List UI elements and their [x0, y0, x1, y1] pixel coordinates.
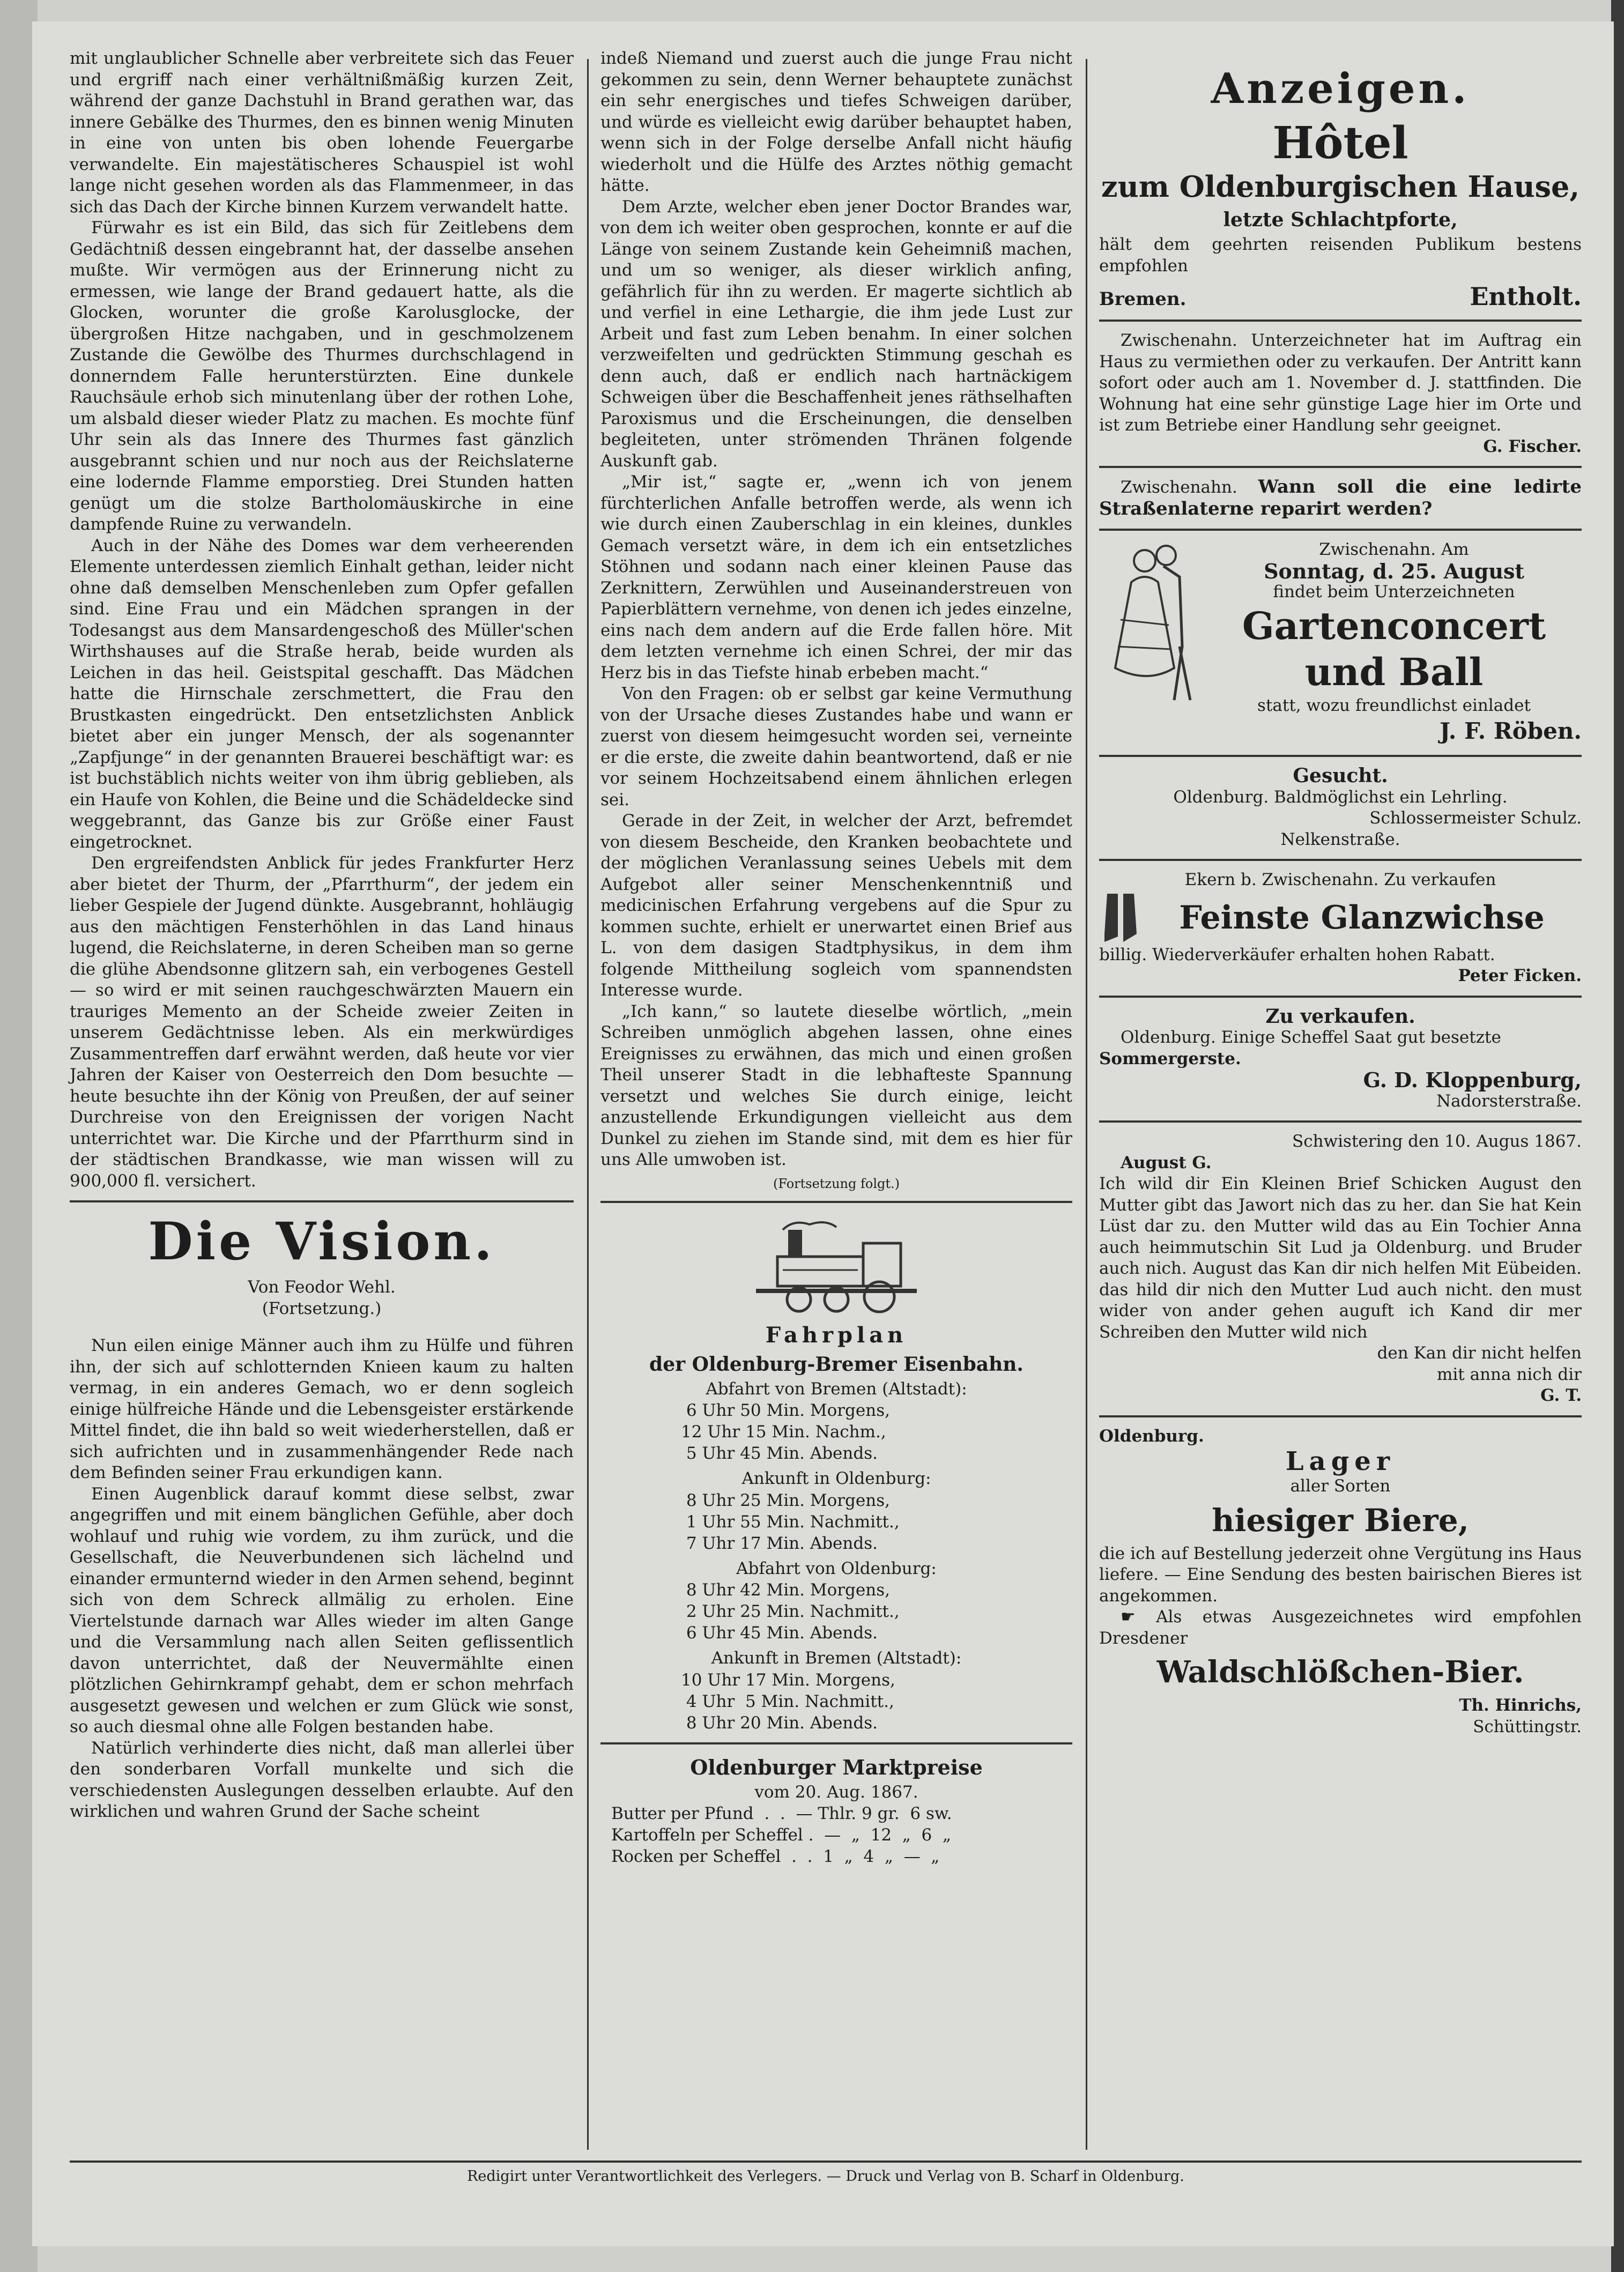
bier-street: Schüttingstr.	[1473, 1717, 1582, 1736]
hotel-footer	[1099, 282, 1582, 311]
column-1	[70, 48, 574, 1823]
brief-close-1: den Kan dir nicht helfen	[1377, 1343, 1582, 1363]
column-3	[1099, 48, 1582, 1738]
article-paragraph: Gerade in der Zeit, in welcher der Arzt, befremdet von diesem Bescheide, den Kranken beobachtete und der möglichen Veranlassung seines Uebels mit dem Aufgebot aller seiner Menschenkenntniß und medicinischen Erfahrung vergebens auf die Spur zu kommen suchte, erhielt er unerwartet einen Brief aus L. von dem dasigen Stadtphysikus, in dem ihm folgende Mittheilung sogleich vom spannendsten Interesse wurde.	[600, 811, 1072, 1000]
brief-date: Schwistering den 10. Augus 1867.	[1292, 1132, 1582, 1151]
vision-paragraph: Einen Augenblick darauf kommt diese selbst, zwar angegriffen und mit einem bänglichen Gefühle, aber doch wohlauf und ruhig wie vordem, zu ihm zurück, und die Gesellschaft, die Neuverbundenen sich lächelnd und einander ermunternd wieder in den Armen sehend, beginnt sich von dem Schreck allmälig zu erholen. Eine Viertelstunde darnach war Alles wieder im alten Gange und die Versammlung nach allen Seiten geflissentlich davon unterrichtet, daß der Neuvermählte einen plötzlichen Gehirnkrampf gehabt, dem er schon mehrfach ausgesetzt gewesen und welchen er zum Glück wie sonst, so auch diesmal ohne alle Folgen bestanden habe.	[70, 1484, 574, 1736]
article-paragraph: „Ich kann,“ so lautete dieselbe wörtlich, „mein Schreiben unmöglich abgehen lassen, ohne eines Ereignisses zu erwähnen, das mich und einen großen Theil unserer Stadt in die lebhafteste Spannung versetzt und welches Sie durch einige, leicht anzustellende Erkundigungen vielleicht aus dem Dunkel zu ziehen im Stande sind, mit dem es hier für uns Alle umwoben ist.	[600, 1001, 1072, 1169]
ad-divider	[1099, 529, 1582, 531]
ad-divider	[1099, 1120, 1582, 1123]
gesucht-title: Gesucht.	[1293, 764, 1388, 787]
timetable-head: Abfahrt von Bremen (Altstadt):	[706, 1379, 967, 1399]
article-paragraph: Auch in der Nähe des Domes war dem verheerenden Elemente unterdessen ziemlich Einhalt gethan, leider nicht ohne daß demselben Menschenleben zum Opfer gefallen sind. Eine Frau und ein Mädchen sprangen in der Todesangst aus dem Mansardengeschoß des Müller'schen Wirthshauses auf die Straße herab, beide wurden als Leichen in das heil. Geistspital geschafft. Das Mädchen hatte die Hirnschale zerschmettert, die Frau den Brustkasten eingedrückt. Den entsetzlichsten Anblick bietet aber ein junger Mensch, der als sogenannter „Zapfjunge“ in der genannten Brauerei beschäftigt war: es ist buchstäblich nichts weiter von ihm übrig geblieben, als ein Haufe von Kohlen, die Beine und die Schädeldecke sind weggebrannt, das Ganze bis zur Größe einer Faust eingetrocknet.	[70, 536, 574, 852]
verkaufen-title: Zu verkaufen.	[1265, 1005, 1415, 1028]
laterne-text: Wann soll die eine ledirte Straßenlaterne reparirt werden?	[1099, 476, 1582, 519]
fischer-text: Zwischenahn. Unterzeichneter hat im Auftrag ein Haus zu vermiethen oder zu verkaufen. Der Antritt kann sofort oder auch am 1. November d. J. stattfinden. Die Wohnung hat eine sehr günstige Lage hier im Orte und ist zum Betriebe einer Handlung sehr geeignet.	[1099, 331, 1582, 435]
hotel-owner: Entholt.	[1470, 282, 1582, 311]
article-paragraph: Von den Fragen: ob er selbst gar keine Vermuthung von der Ursache dieses Zustandes habe und wann er zuerst von diesem heimgesucht worden sei, verneinte er die erste, die zweite dahin beantwortend, daß er nie vor seinem Hochzeitsabend einem ähnlichen erlegen sei.	[600, 684, 1072, 810]
glanz-text: billig. Wiederverkäufer erhalten hohen Rabatt.	[1099, 945, 1495, 964]
section-divider	[600, 1201, 1072, 1203]
column-2	[600, 48, 1072, 1867]
continuation-note: (Fortsetzung folgt.)	[773, 1176, 900, 1191]
vision-author: Von Feodor Wehl.	[248, 1278, 396, 1297]
bier-city: Oldenburg.	[1099, 1426, 1204, 1446]
hotel-city: Bremen.	[1099, 288, 1187, 310]
vision-paragraph: Nun eilen einige Männer auch ihm zu Hülfe und führen ihn, der sich auf schlotternden Knieen kaum zu halten vermag, in ein anderes Gemach, wo er denn sogleich einige hülfreiche Hände und die Lebensgeister erstärkende Mittel findet, die ihn bald so weit wiederherstellen, daß er sich aufrichten und in zusammenhängender Rede nach dem Befinden seiner Frau erkundigen kann.	[70, 1336, 574, 1482]
timetable-rows: 10 Uhr 17 Min. Morgens, 4 Uhr 5 Min. Nachmitt., 8 Uhr 20 Min. Abends.	[681, 1670, 895, 1733]
article-paragraph: Fürwahr es ist ein Bild, das sich für Zeitlebens dem Gedächtniß dessen eingebrannt hat, der dasselbe ansehen mußte. Wir vermögen aus der Erinnerung nicht zu ermessen, wie lange der Brand gedauert hatte, als die Glocken, worunter die große Karolusglocke, der übergroßen Hitze nachgaben, und in geschmolzenem Zustande die Gewölbe des Thurmes durchschlagend in donnerndem Falle herunterstürzten. Eine dunkele Rauchsäule erhob sich minutenlang über der rothen Lohe, um alsbald dieser wieder Platz zu machen. Es mochte fünf Uhr sein als das Innere des Thurmes fast gänzlich ausgebrannt schien und nur noch aus der Reichslaterne eine lodernde Flamme emporstieg. Drei Stunden hatten genügt um die stolze Bartholomäuskirche in eine dampfende Ruine zu verwandeln.	[70, 218, 574, 534]
markt-rows: Butter per Pfund . . — Thlr. 9 gr. 6 sw. Kartoffeln per Scheffel . — „ 12 „ 6 „ Rocken per Scheffel . . 1 „ 4 „ — „	[611, 1804, 952, 1866]
bier-sign: Th. Hinrichs,	[1459, 1696, 1582, 1715]
concert-sign: J. F. Röben.	[1440, 718, 1582, 744]
article-paragraph: Den ergreifendsten Anblick für jedes Frankfurter Herz aber bietet der Thurm, der „Pfarrthurm“, der jedem ein lieber Gespiele der Jugend dünkte. Ausgebrannt, hohläugig aus den mächtigen Fensterhöhlen in das Land hinaus lugend, die Reichslaterne, in deren Scheiben man so gerne die glühe Abendsonne glitzern sah, ein verbogenes Gestell — so wird er mit seinen rauchgeschwärzten Mauern ein trauriges Memento an der Scheide zweier Zeiten in unserem Gedächtnisse leben. Als ein merkwürdiges Zusammentreffen darf erwähnt werden, daß heute vor vier Jahren der Kaiser von Oesterreich den Dom besuchte — heute besuchte ihn der König von Preußen, der auf seiner Durchreise von den Ereignissen der vorigen Nacht unterrichtet war. Die Kirche und der Pfarrthurm sind in der städtischen Brandkasse, wie man wissen will zu 900,000 fl. versichert.	[70, 853, 574, 1191]
section-divider	[600, 1742, 1072, 1744]
brief-close-2: mit anna nich dir	[1436, 1364, 1582, 1384]
section-divider	[70, 1200, 574, 1202]
glanz-row	[1099, 891, 1582, 945]
dancing-couple-illustration	[1099, 539, 1206, 716]
boots-icon	[1099, 891, 1142, 945]
bier-text: die ich auf Bestellung jederzeit ohne Vergütung ins Haus liefere. — Eine Sendung des besten bairischen Bieres ist angekommen.	[1099, 1543, 1582, 1606]
concert-line: findet beim Unterzeichneten	[1273, 582, 1515, 602]
gesucht-sign: Schlossermeister Schulz.	[1369, 808, 1582, 828]
ad-divider	[1099, 996, 1582, 998]
verkaufen-street: Nadorsterstraße.	[1436, 1091, 1582, 1111]
ad-divider	[1099, 755, 1582, 757]
laterne-ad	[1099, 477, 1582, 520]
concert-invite: statt, wozu freundlichst einladet	[1257, 695, 1531, 715]
ad-divider	[1099, 320, 1582, 322]
verkaufen-item: Sommergerste.	[1099, 1049, 1241, 1068]
markt-date: vom 20. Aug. 1867.	[754, 1782, 918, 1802]
imprint-footer: Redigirt unter Verantwortlichkeit des Verlegers. — Druck und Verlag von B. Scharf in Oldenburg.	[70, 2160, 1582, 2185]
fahrplan-title: Fahrplan	[765, 1322, 908, 1348]
concert-subtitle: und Ball	[1304, 649, 1484, 694]
concert-title: Gartenconcert	[1242, 603, 1546, 648]
bier-text-2: ☛ Als etwas Ausgezeichnetes wird empfohlen Dresdener	[1099, 1607, 1582, 1648]
hotel-street: letzte Schlachtpforte,	[1223, 209, 1458, 231]
ad-divider	[1099, 466, 1582, 468]
concert-place: Zwischenahn. Am	[1319, 540, 1469, 559]
timetable-rows: 8 Uhr 42 Min. Morgens, 2 Uhr 25 Min. Nachmitt., 6 Uhr 45 Min. Abends.	[681, 1580, 900, 1643]
brief-to: August G.	[1121, 1153, 1212, 1172]
anzeigen-heading: Anzeigen.	[1211, 64, 1470, 113]
timetable-head: Ankunft in Oldenburg:	[741, 1469, 931, 1488]
verkaufen-text: Oldenburg. Einige Scheffel Saat gut besetzte	[1121, 1028, 1501, 1047]
fahrplan-subtitle: der Oldenburg-Bremer Eisenbahn.	[649, 1353, 1024, 1376]
bier-title: hiesiger Biere,	[1212, 1502, 1469, 1539]
gesucht-street: Nelkenstraße.	[1280, 829, 1400, 849]
concert-date: Sonntag, d. 25. August	[1264, 559, 1524, 583]
laterne-place: Zwischenahn.	[1121, 478, 1237, 497]
ad-divider	[1099, 1415, 1582, 1417]
article-paragraph: mit unglaublicher Schnelle aber verbreitete sich das Feuer und ergriff nach einer verhältnißmäßig kurzen Zeit, während der ganze Dachstuhl in Brand gerathen war, das innere Gebälke des Thurmes, den es binnen wenig Minuten in eine von unten bis oben lohende Feuergarbe verwandelte. Ein majestätischeres Schauspiel ist wohl lange nicht gesehen worden als das Flammenmeer, in das sich das Dach der Kirche binnen Kurzem verwandelt hatte.	[70, 49, 574, 217]
vision-continuation: (Fortsetzung.)	[262, 1298, 382, 1318]
markt-title: Oldenburger Marktpreise	[690, 1755, 983, 1779]
hotel-title: Hôtel	[1272, 117, 1408, 169]
article-paragraph: indeß Niemand und zuerst auch die junge Frau nicht gekommen zu sein, denn Werner behauptete zunächst ein sehr energisches und tiefes Schweigen darüber, und würde es vielleicht ewig darüber behauptet haben, wenn sich in der Folge derselbe Anfall nicht häufig wiederholt und die Hülfe des Arztes nöthig gemacht hätte.	[600, 49, 1072, 195]
glanz-sign: Peter Ficken.	[1458, 966, 1582, 985]
brief-text: Ich wild dir Ein Kleinen Brief Schicken August den Mutter gibt das Jawort nich das zu her. dan Sie hat Kein Lüst dar zu. den Mutter wild das au Ein Tochier Anna auch heimmutschin Sit Lud ja Oldenburg. und Bruder auch nich. August das Kan dir nich helfen Mit Eübeiden. das hild dir nich den Mutter Lud auch nicht. den must wider von ander gehen auguft ich Kand dir mer Schreiben den Mutter wild nich	[1099, 1174, 1582, 1342]
glanz-intro: Ekern b. Zwischenahn. Zu verkaufen	[1184, 870, 1496, 889]
bier-lager: Lager	[1285, 1446, 1396, 1476]
gesucht-text: Oldenburg. Baldmöglichst ein Lehrling.	[1173, 787, 1508, 807]
fischer-sign: G. Fischer.	[1483, 436, 1582, 456]
vision-paragraph: Natürlich verhinderte dies nicht, daß man allerlei über den sonderbaren Vorfall munkelte und sich die verschiedensten Auslegungen desselben erlaubte. Auf den wirklichen und wahren Grund der Sache scheint	[70, 1738, 574, 1821]
locomotive-illustration	[600, 1219, 1072, 1316]
ad-divider	[1099, 859, 1582, 861]
glanz-title: Feinste Glanzwichse	[1179, 899, 1545, 937]
article-paragraph: Dem Arzte, welcher eben jener Doctor Brandes war, von dem ich weiter oben gesprochen, konnte er auf die Länge von seinem Zustande kein Geheimniß machen, und um so weniger, als dieser wirklich anfing, gefährlich für ihn zu werden. Er magerte sichtlich ab und verfiel in eine Lethargie, die ihm jede Lust zur Arbeit und fast zum Leben benahm. In einer solchen verzweifelten und gedrückten Stimmung geschah es denn auch, daß er endlich nach hartnäckigem Schweigen über die Beschaffenheit jenes räthselhaften Paroxismus und die Erscheinungen, die denselben begleiteten, unter strömenden Thränen folgende Auskunft gab.	[600, 197, 1072, 471]
timetable-rows: 6 Uhr 50 Min. Morgens, 12 Uhr 15 Min. Nachm., 5 Uhr 45 Min. Abends.	[681, 1401, 890, 1463]
bier-aller: aller Sorten	[1290, 1476, 1391, 1496]
timetable-head: Abfahrt von Oldenburg:	[736, 1558, 937, 1578]
article-paragraph: „Mir ist,“ sagte er, „wenn ich von jenem fürchterlichen Anfalle betroffen werde, als wenn ich wie durch einen Zauberschlag in ein kleines, dunkles Gemach versetzt wäre, in dem ich ein entsetzliches Stöhnen und sodann nach einer kleinen Pause das Zerknittern, Zerwühlen und Auseinanderstreuen von Papierblättern vernehme, von denen ich jedes einzelne, eins nach dem andern auf die Erde fallen höre. Mit dem letzten vernehme ich einen Schrei, der mir das Herz bis in das Tiefste hinab erbeben macht.“	[600, 472, 1072, 682]
brief-sign: G. T.	[1540, 1386, 1582, 1405]
bier-beer: Waldschlößchen-Bier.	[1156, 1654, 1524, 1690]
timetable-head: Ankunft in Bremen (Altstadt):	[711, 1649, 962, 1668]
hotel-text: hält dem geehrten reisenden Publikum bestens empfohlen	[1099, 235, 1582, 276]
column-rule-2	[1086, 59, 1087, 2150]
column-rule-1	[587, 59, 589, 2150]
concert-ad	[1099, 539, 1582, 746]
hotel-name: zum Oldenburgischen Hause,	[1101, 169, 1580, 204]
vision-title: Die Vision.	[148, 1211, 495, 1272]
timetable-rows: 8 Uhr 25 Min. Morgens, 1 Uhr 55 Min. Nachmitt., 7 Uhr 17 Min. Abends.	[681, 1490, 900, 1553]
pointing-hand-icon: ☛	[1121, 1607, 1156, 1627]
verkaufen-sign: G. D. Kloppenburg,	[1363, 1068, 1582, 1092]
